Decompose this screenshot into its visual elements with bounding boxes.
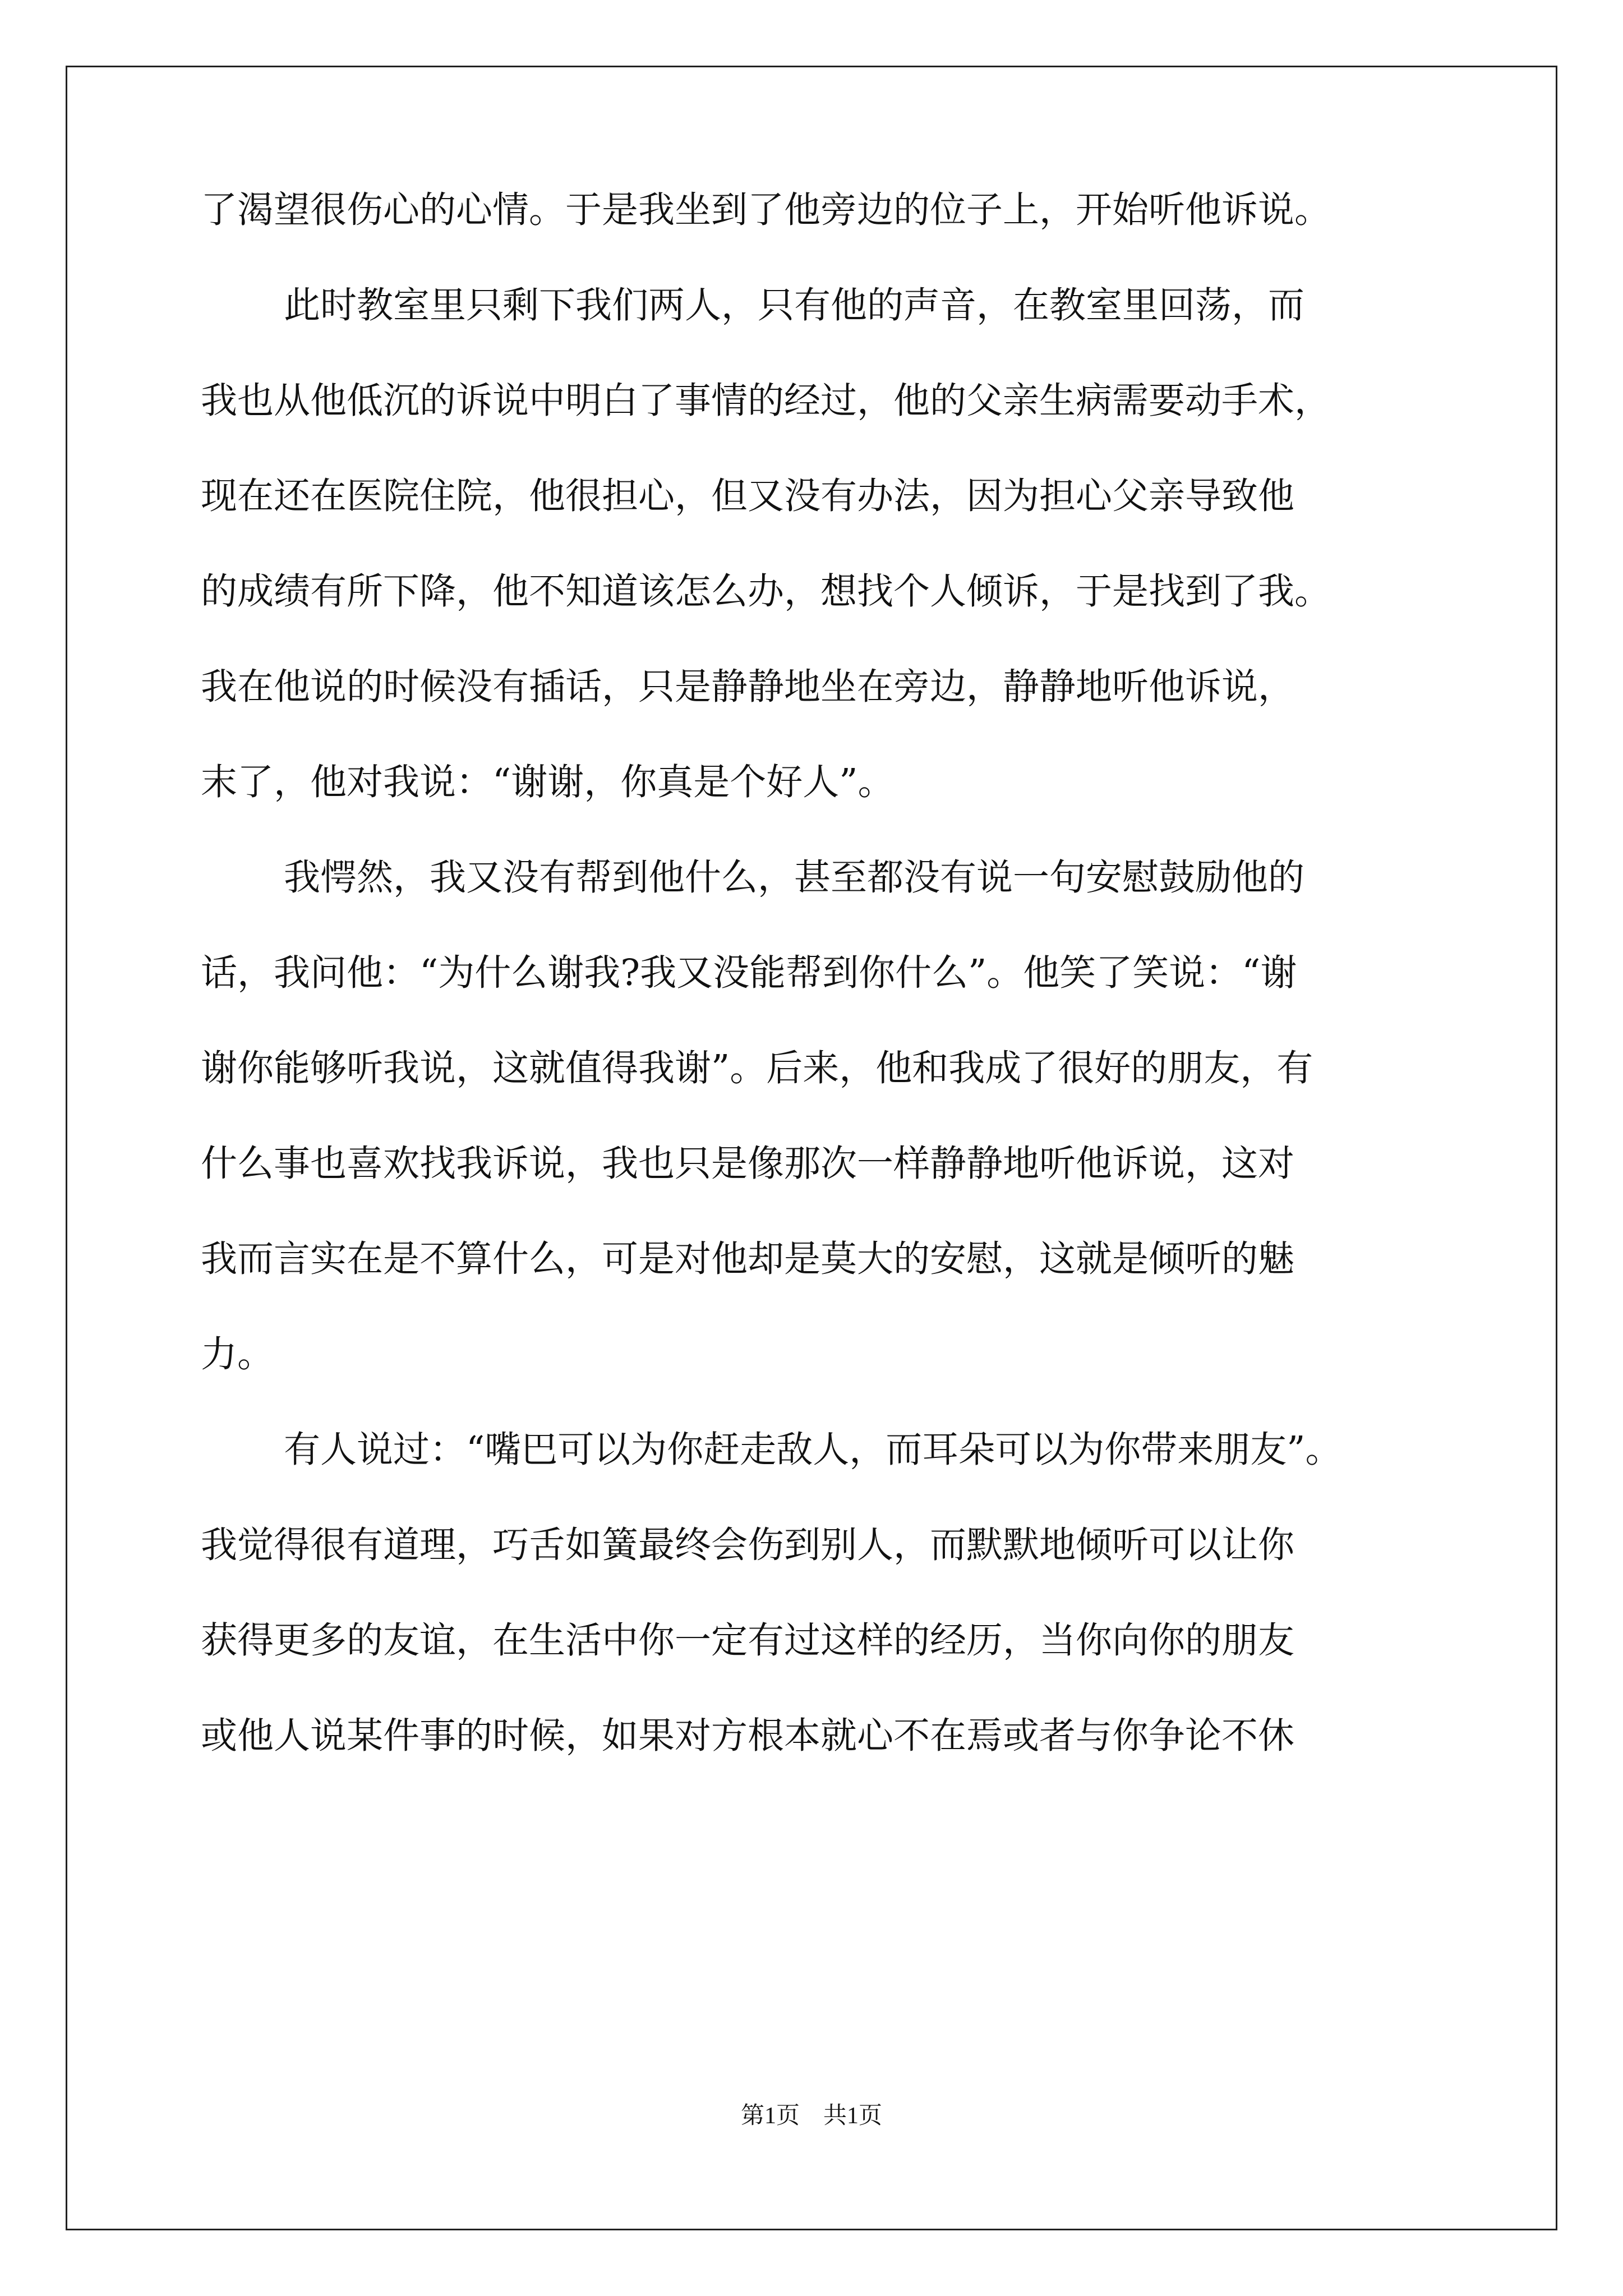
page-number: 第1页 [740,2103,800,2129]
text-line: 我觉得很有道理，巧舌如簧最终会伤到别人，而默默地倾听可以让你 [201,1524,1295,1566]
text-line: 末了，他对我说：“谢谢，你真是个好人”。 [201,761,895,803]
text-line: 获得更多的友谊，在生活中你一定有过这样的经历，当你向你的朋友 [201,1619,1295,1662]
paragraph-start-line: 有人说过：“嘴巴可以为你赶走敌人，而耳朵可以为你带来朋友”。 [284,1429,1342,1471]
text-line: 现在还在医院住院，他很担心，但又没有办法，因为担心父亲导致他 [201,475,1295,517]
text-line: 我也从他低沉的诉说中明白了事情的经过，他的父亲生病需要动手术， [201,380,1331,422]
text-line: 力。 [201,1333,274,1375]
paragraph-start-line: 此时教室里只剩下我们两人，只有他的声音，在教室里回荡，而 [284,284,1305,326]
paragraph-start-line: 我愕然，我又没有帮到他什么，甚至都没有说一句安慰鼓励他的 [284,857,1305,899]
page-total: 共1页 [823,2103,883,2129]
text-line: 谢你能够听我说，这就值得我谢”。后来，他和我成了很好的朋友，有 [201,1047,1313,1089]
text-line: 话，我问他：“为什么谢我?我又没能帮到你什么”。他笑了笑说：“谢 [201,952,1297,994]
text-line: 的成绩有所下降，他不知道该怎么办，想找个人倾诉，于是找到了我。 [201,570,1331,613]
text-line: 了渴望很伤心的心情。于是我坐到了他旁边的位子上，开始听他诉说。 [201,189,1331,231]
page-footer [0,2099,1623,2133]
text-line: 我而言实在是不算什么，可是对他却是莫大的安慰，这就是倾听的魅 [201,1238,1295,1280]
text-line: 或他人说某件事的时候，如果对方根本就心不在焉或者与你争论不休 [201,1715,1295,1757]
text-line: 什么事也喜欢找我诉说，我也只是像那次一样静静地听他诉说，这对 [201,1143,1295,1185]
text-line: 我在他说的时候没有插话，只是静静地坐在旁边，静静地听他诉说， [201,666,1295,708]
